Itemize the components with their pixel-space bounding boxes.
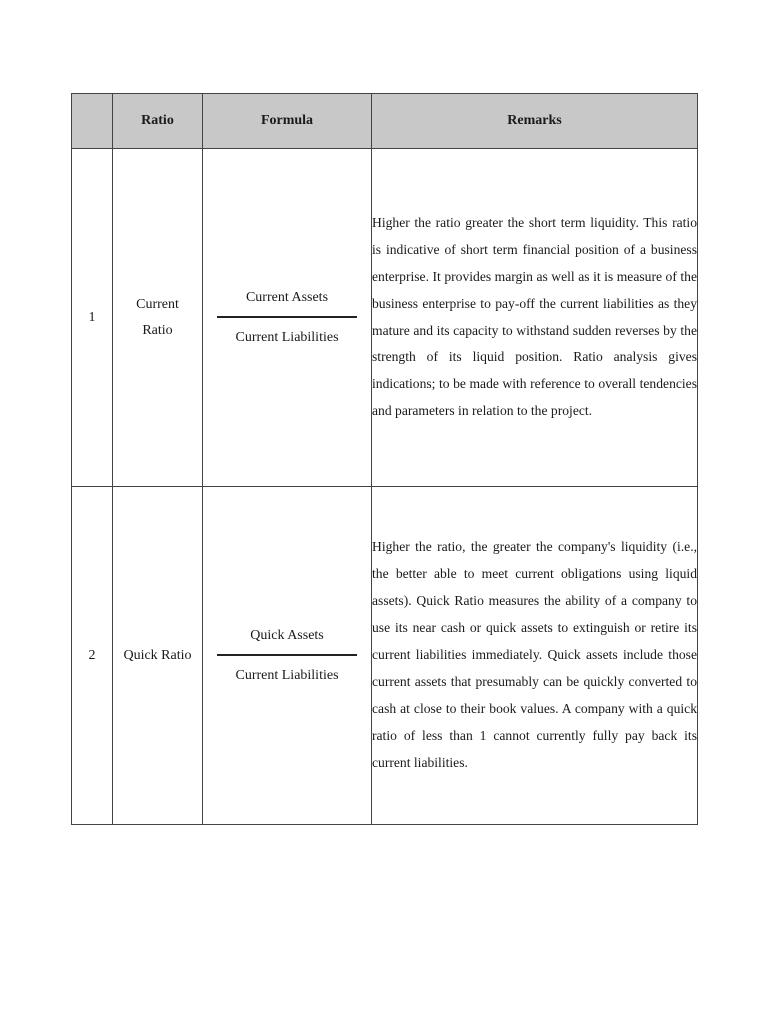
row-number: 1: [72, 149, 113, 487]
ratio-name: [113, 487, 203, 825]
formula-fraction: [217, 290, 357, 346]
formula-denominator: Current Liabilities: [235, 667, 339, 683]
remarks-cell: [372, 487, 698, 825]
remarks-text: Higher the ratio, the greater the company's liquidity (i.e., the better able to meet current obligations using liquid assets). Quick Ratio measures the ability of a company to use its near cash or quick assets to extinguish or retire its current liabilities immediately. Quick assets include those current assets that presumably can be quickly converted to cash at close to their book values. A company with a quick ratio of less than 1 cannot currently fully pay back its current liabilities.: [372, 539, 697, 770]
header-remarks: Remarks: [372, 94, 698, 149]
header-number: [72, 94, 113, 149]
ratio-name-text: Current Ratio: [136, 296, 179, 338]
ratio-name-text: Quick Ratio: [123, 647, 192, 663]
ratio-table: [71, 93, 698, 825]
table-header-row: [72, 94, 698, 149]
remarks-text: Higher the ratio greater the short term liquidity. This ratio is indicative of short term financial position of a business enterprise. It provides margin as well as it is measure of the business enterprise to pay-off the current liabilities as they mature and its capacity to withstand sudden reverses by the strength of its liquid position. Ratio analysis gives indications; to be made with reference to overall tendencies and parameters in relation to the project.: [372, 214, 697, 419]
formula-cell: [203, 487, 372, 825]
ratio-name: [113, 149, 203, 487]
formula-numerator: Current Assets: [245, 289, 329, 305]
formula-numerator: Quick Assets: [250, 627, 324, 643]
row-number: 2: [72, 487, 113, 825]
formula-fraction: [217, 628, 357, 684]
formula-cell: [203, 149, 372, 487]
remarks-cell: [372, 149, 698, 487]
formula-denominator: Current Liabilities: [235, 329, 339, 345]
header-ratio: Ratio: [113, 94, 203, 149]
table-row: [72, 149, 698, 487]
table-row: [72, 487, 698, 825]
header-formula: Formula: [203, 94, 372, 149]
